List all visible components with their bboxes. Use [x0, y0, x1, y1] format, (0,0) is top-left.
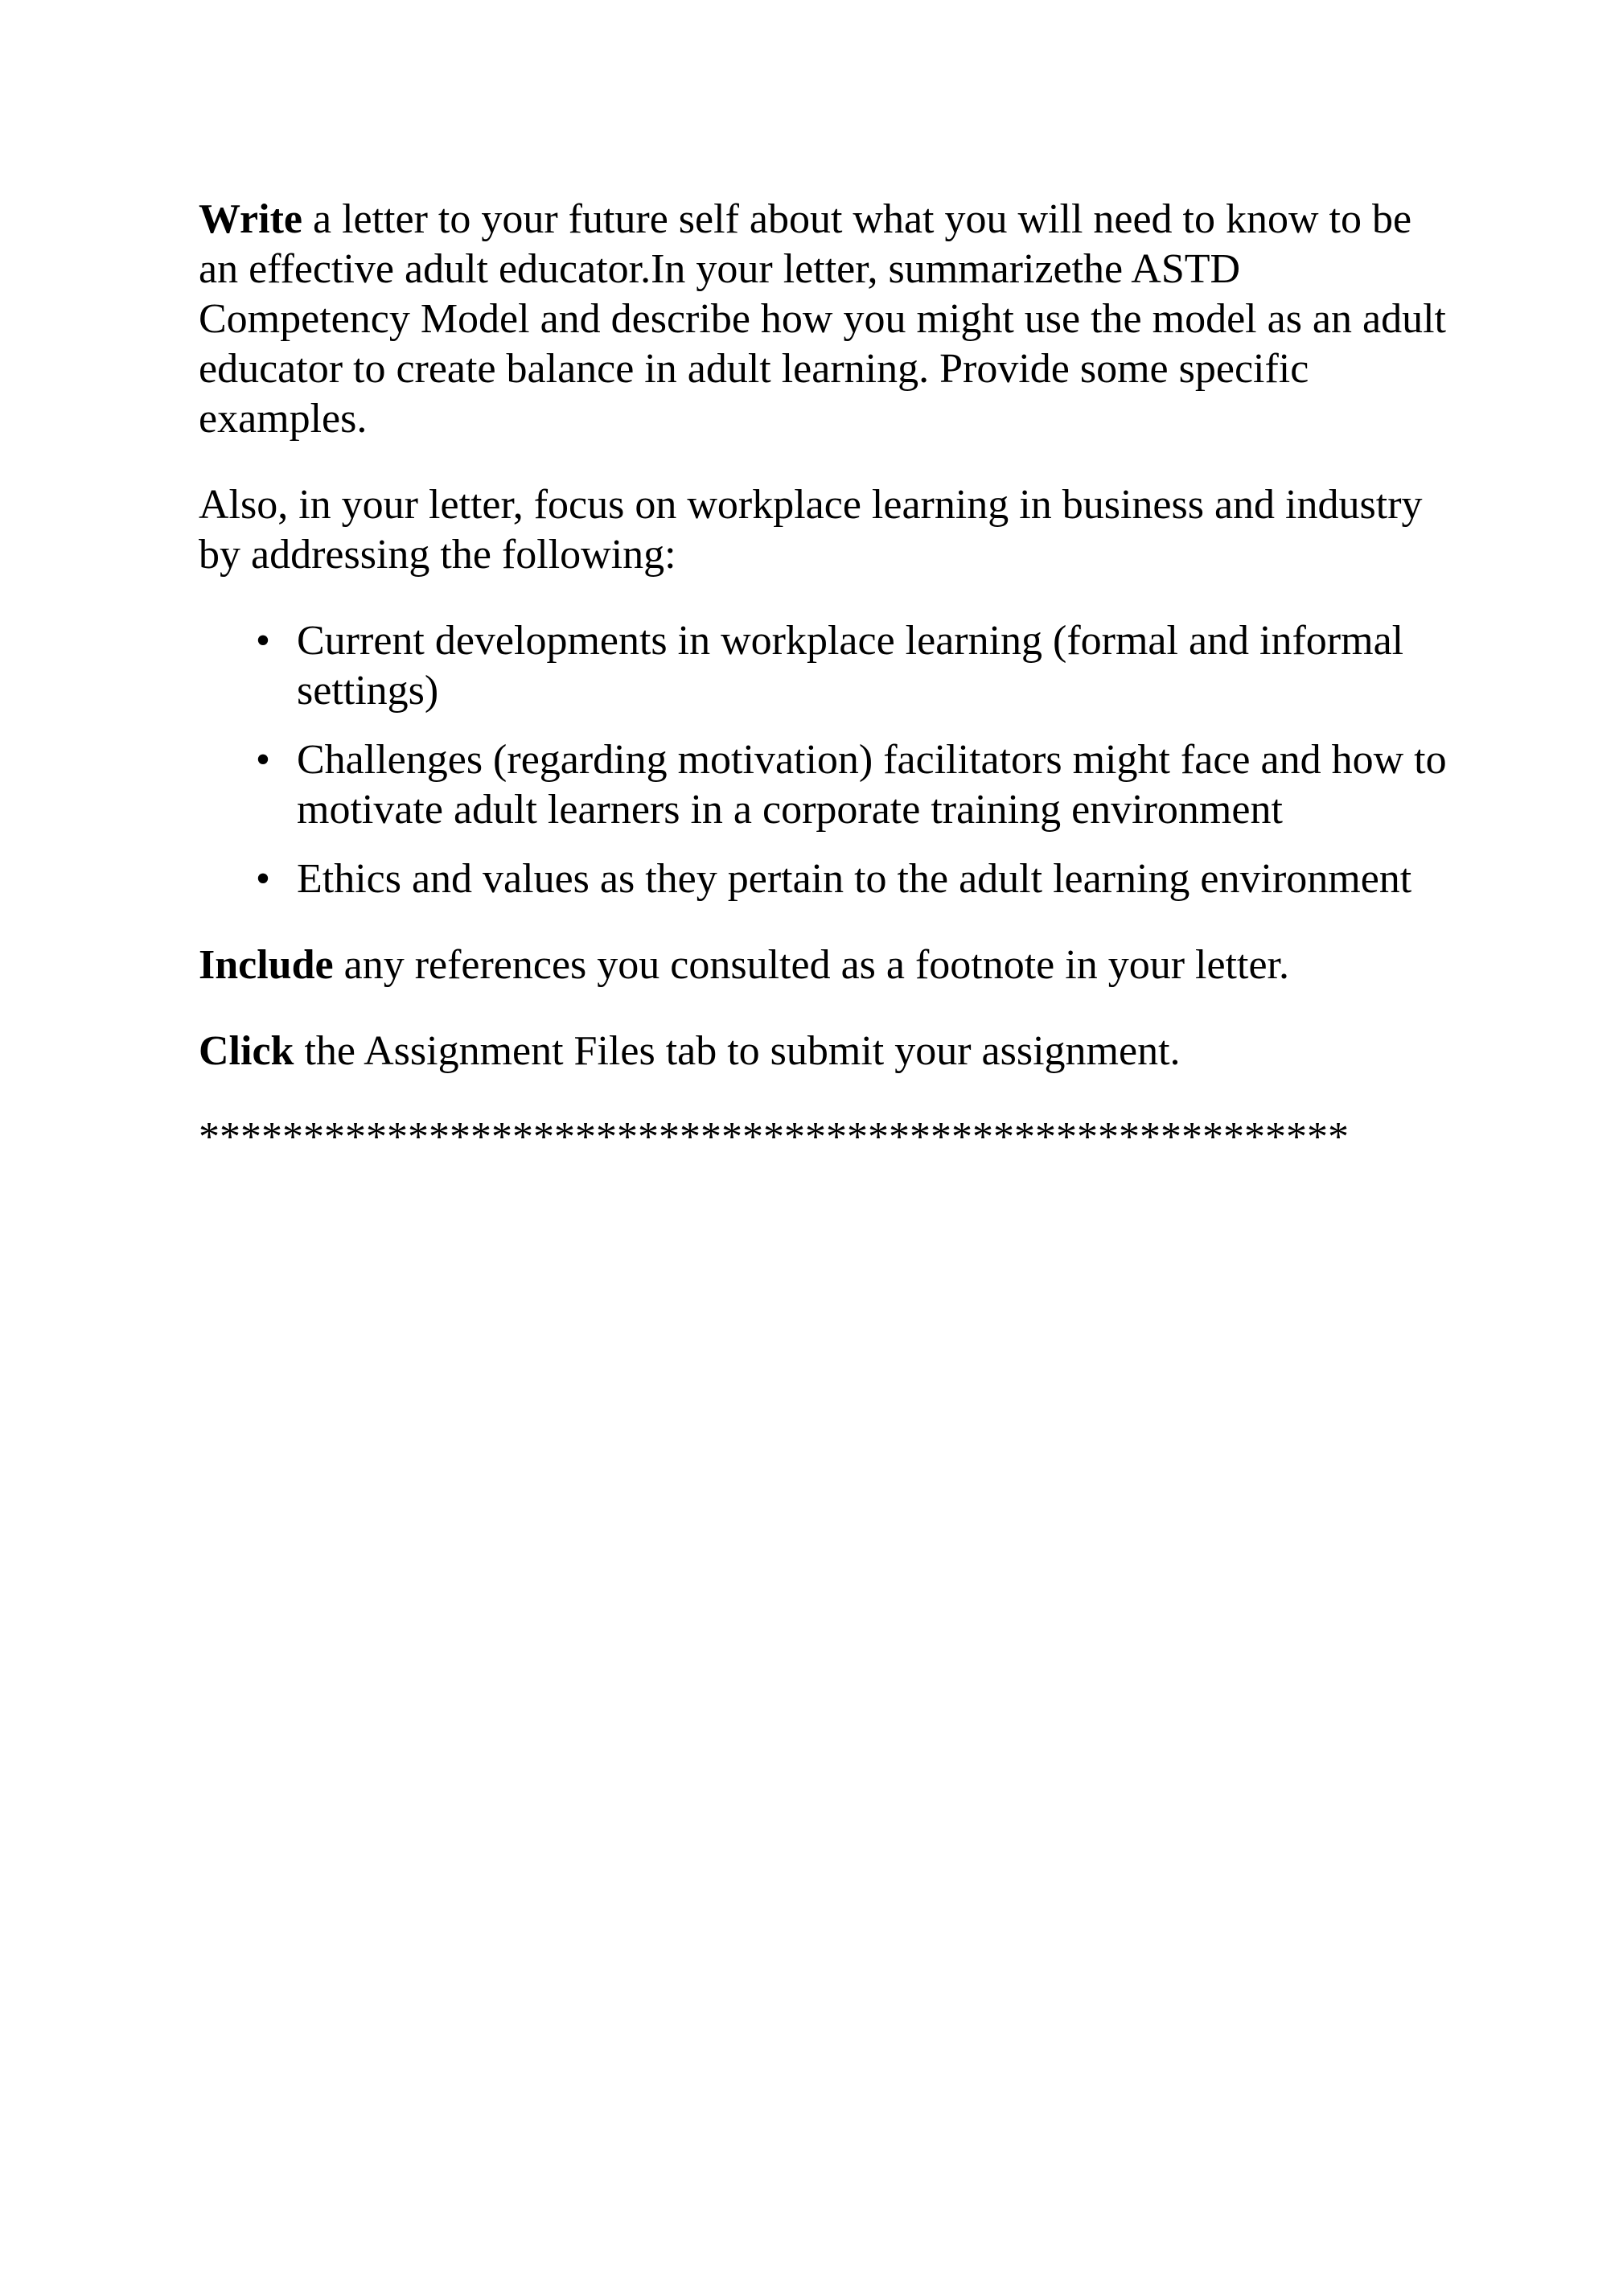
instruction-paragraph-include	[199, 940, 1453, 990]
list-item	[199, 854, 1453, 904]
bold-lead-click: Click	[199, 1028, 294, 1074]
bullet-icon: •	[255, 856, 271, 902]
bold-lead-write: Write	[199, 196, 302, 242]
instruction-paragraph-write	[199, 195, 1453, 444]
list-item-text: Ethics and values as they pertain to the adult learning environment	[297, 856, 1412, 902]
requirements-list	[199, 616, 1453, 904]
list-item	[199, 735, 1453, 835]
paragraph-text: any references you consulted as a footnote in your letter.	[333, 942, 1289, 988]
list-item-text: Challenges (regarding motivation) facilitators might face and how to motivate adult learners in a corporate training environment	[297, 737, 1447, 833]
paragraph-text: the Assignment Files tab to submit your assignment.	[294, 1028, 1181, 1074]
document-page	[199, 195, 1453, 1162]
bullet-icon: •	[255, 618, 271, 664]
instruction-paragraph-click	[199, 1027, 1453, 1076]
bold-lead-include: Include	[199, 942, 334, 988]
list-item	[199, 616, 1453, 716]
bullet-icon: •	[255, 737, 271, 783]
list-item-text: Current developments in workplace learning (formal and informal settings)	[297, 618, 1404, 714]
asterisk-separator: *******************************************************	[199, 1114, 1349, 1160]
paragraph-text: a letter to your future self about what you will need to know to be an effective adult educator.In your letter, summarizethe ASTD Competency Model and describe how you might use the model as an adult educator to create balance in adult learning. Provide some specific examples.	[199, 196, 1446, 442]
instruction-paragraph-focus: Also, in your letter, focus on workplace learning in business and industry by addressing the following:	[199, 482, 1423, 578]
